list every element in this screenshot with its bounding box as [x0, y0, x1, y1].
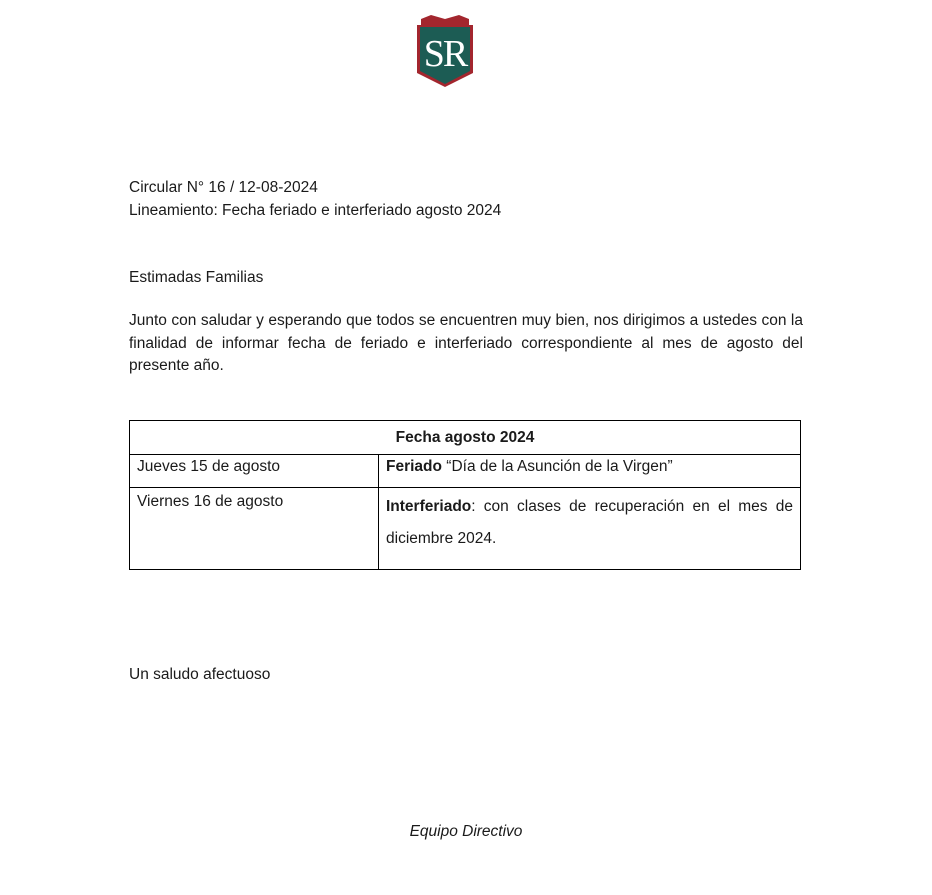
- dates-table: [129, 420, 801, 570]
- circular-number: Circular N° 16 / 12-08-2024: [129, 179, 318, 196]
- holiday-detail: : con clases de recuperación en el mes de diciembre 2024.: [386, 498, 793, 547]
- school-logo: [415, 15, 475, 88]
- closing-salutation: Un saludo afectuoso: [129, 666, 271, 683]
- holiday-detail: “Día de la Asunción de la Virgen”: [441, 458, 673, 475]
- holiday-type-label: Feriado: [386, 458, 442, 475]
- body-paragraph: Junto con saludar y esperando que todos se encuentren muy bien, nos dirigimos a ustedes con la finalidad de informar fecha de feriado e interferiado correspondiente al mes de agosto del presente año.: [129, 312, 803, 374]
- circular-header: [129, 176, 501, 222]
- logo-text: SR: [423, 33, 467, 75]
- signature: Equipo Directivo: [409, 823, 523, 840]
- table-row: [130, 488, 801, 570]
- table-title: Fecha agosto 2024: [130, 421, 801, 455]
- lineamiento: Lineamiento: Fecha feriado e interferiado agosto 2024: [129, 202, 502, 219]
- greeting: Estimadas Familias: [129, 269, 264, 286]
- description-cell: [379, 455, 801, 488]
- table-row: [130, 455, 801, 488]
- description-cell: [379, 488, 801, 570]
- day-cell: Viernes 16 de agosto: [130, 488, 379, 570]
- day-cell: Jueves 15 de agosto: [130, 455, 379, 488]
- holiday-type-label: Interferiado: [386, 498, 472, 515]
